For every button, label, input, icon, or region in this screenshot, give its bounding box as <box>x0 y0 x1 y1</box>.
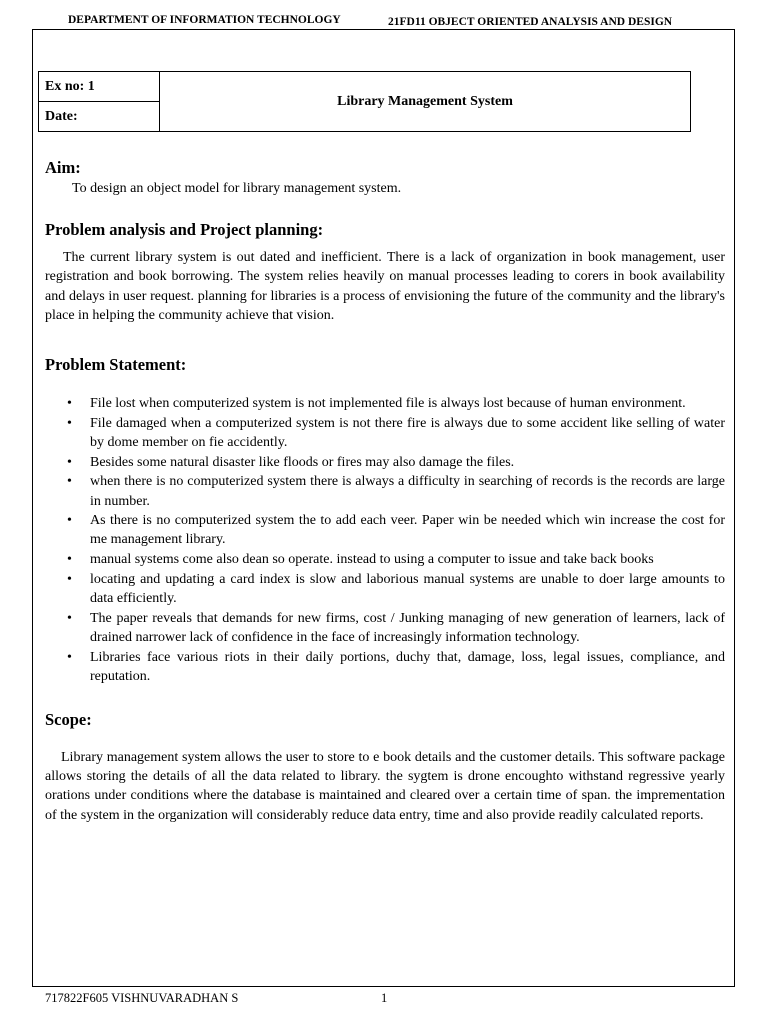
list-item: • The paper reveals that demands for new firms, cost / Junking managing of new generation of learners, lack of drained narrower lack of confidence in the face of increasingly information technology. <box>90 609 725 647</box>
problem-analysis-heading: Problem analysis and Project planning: <box>45 220 324 240</box>
problem-statement-list <box>45 394 725 686</box>
header-course: 21FD11 OBJECT ORIENTED ANALYSIS AND DESIGN <box>388 16 673 28</box>
exercise-title: Library Management System <box>160 72 691 132</box>
scope-heading: Scope: <box>45 710 92 730</box>
list-item: • File lost when computerized system is not implemented file is always lost because of human environment. <box>90 394 725 413</box>
document-body <box>45 158 725 825</box>
list-item: • locating and updating a card index is slow and laborious manual systems are unable to doer large amounts to data efficiently. <box>90 570 725 608</box>
list-item: • File damaged when a computerized system is not there fire is always due to some accident like selling of water by dome member on fie accidently. <box>90 414 725 452</box>
footer-author: 717822F605 VISHNUVARADHAN S <box>45 991 239 1005</box>
aim-text: To design an object model for library management system. <box>72 181 402 196</box>
list-item: • As there is no computerized system the to add each veer. Paper win be needed which win increase the cost for me management library. <box>90 511 725 549</box>
ex-no-label: Ex no: 1 <box>39 72 160 102</box>
list-item: • Besides some natural disaster like floods or fires may also damage the files. <box>90 453 725 472</box>
problem-statement-heading: Problem Statement: <box>45 355 187 375</box>
list-item: • manual systems come also dean so operate. instead to using a computer to issue and take back books <box>90 550 725 569</box>
scope-text: Library management system allows the user to store to e book details and the customer details. This software package allows storing the details of all the data related to library. the sygtem is drone encoughto withstand regressive yearly orations under conditions where the database is maintained and cleared over a certain time of span. the imprementation of the system in the organization will considerably reduce data entry, time and also provide readily calculated reports. <box>45 750 725 823</box>
problem-analysis-text: The current library system is out dated and inefficient. There is a lack of organization in book management, user registration and book borrowing. The system relies heavily on manual processes leading to corers in book availability and delays in user request. planning for libraries is a process of envisioning the future of the community and the library's place in helping the community achieve that vision. <box>45 250 725 323</box>
list-item: • Libraries face various riots in their daily portions, duchy that, damage, loss, legal issues, compliance, and reputation. <box>90 648 725 686</box>
page-number: 1 <box>381 991 388 1005</box>
list-item: • when there is no computerized system there is always a difficulty in searching of records is the records are large in number. <box>90 472 725 510</box>
header-department: DEPARTMENT OF INFORMATION TECHNOLOGY <box>68 14 341 26</box>
aim-heading: Aim: <box>45 158 81 177</box>
exercise-table <box>38 71 691 132</box>
date-label: Date: <box>39 102 160 132</box>
